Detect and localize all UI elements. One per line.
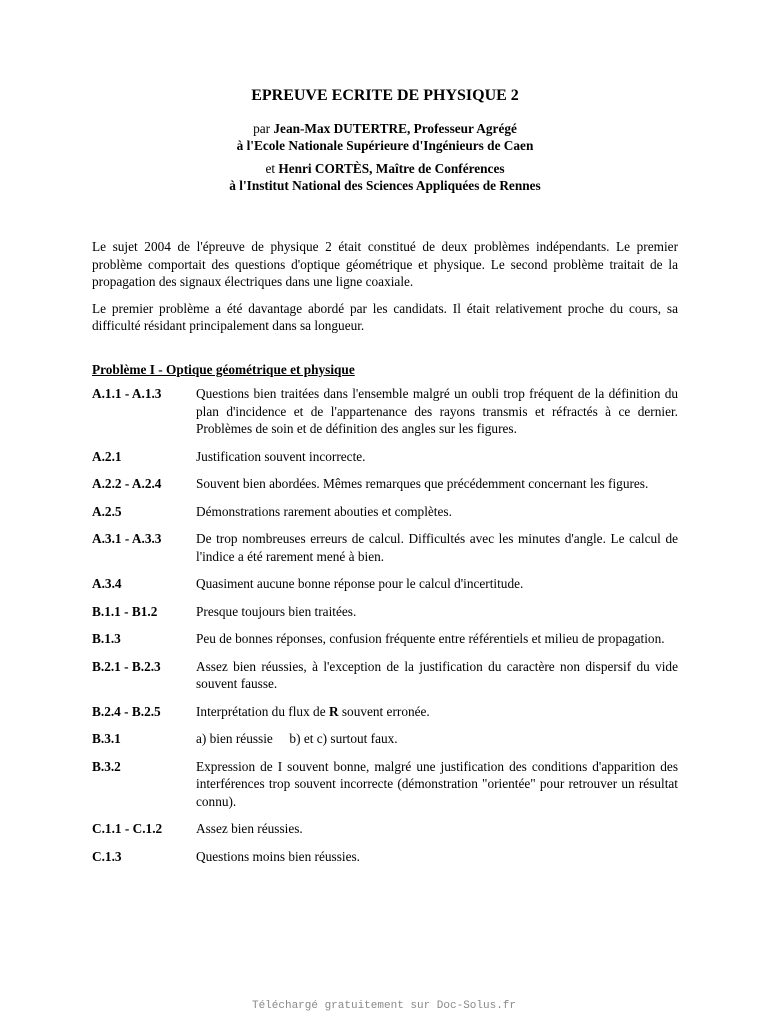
question-comment: a) bien réussie b) et c) surtout faux. xyxy=(196,731,398,746)
question-label: A.3.1 - A.3.3 xyxy=(92,531,162,546)
author-1-prefix: par xyxy=(253,121,274,136)
document-page xyxy=(92,86,678,875)
author-2-affiliation: à l'Institut National des Sciences Appliquées de Rennes xyxy=(229,178,541,193)
section-title: Problème I - Optique géométrique et physique xyxy=(92,361,355,377)
question-label: B.3.2 xyxy=(92,758,121,774)
question-label: B.3.1 xyxy=(92,731,121,746)
author-1-name: Jean-Max DUTERTRE, Professeur Agrégé xyxy=(273,121,517,136)
question-comment: Justification souvent incorrecte. xyxy=(196,448,366,464)
question-row xyxy=(92,630,678,648)
question-row xyxy=(92,730,678,748)
question-row xyxy=(92,385,678,438)
question-comment: Expression de I souvent bonne, malgré une justification des conditions d'apparition des interférences trop souvent incorrecte (démonstration "orientée" pour retrouver un résultat connu). xyxy=(196,758,678,809)
question-comment: Interprétation du flux de R souvent erronée. xyxy=(196,703,430,719)
question-label: B.1.3 xyxy=(92,631,121,646)
question-list xyxy=(92,385,678,865)
page-title: EPREUVE ECRITE DE PHYSIQUE 2 xyxy=(251,87,519,104)
question-comment: Questions moins bien réussies. xyxy=(196,848,360,864)
question-row xyxy=(92,475,678,493)
question-label: B.1.1 - B1.2 xyxy=(92,603,158,619)
author-1-affiliation: à l'Ecole Nationale Supérieure d'Ingénieurs de Caen xyxy=(236,138,534,153)
author-2-name: Henri CORTÈS, Maître de Conférences xyxy=(278,161,505,176)
question-label: C.1.1 - C.1.2 xyxy=(92,821,163,836)
question-comment: Assez bien réussies. xyxy=(196,821,303,836)
question-row xyxy=(92,820,678,838)
question-label: A.3.4 xyxy=(92,576,122,591)
question-comment: Souvent bien abordées. Mêmes remarques que précédemment concernant les figures. xyxy=(196,476,649,491)
intro-paragraph: Le premier problème a été davantage abordé par les candidats. Il était relativement proche du cours, sa difficulté résidant principalement dans sa longueur. xyxy=(92,300,678,333)
question-row xyxy=(92,448,678,466)
question-row xyxy=(92,603,678,621)
author-1-line xyxy=(92,120,678,137)
vector-r: R xyxy=(328,703,339,719)
intro-paragraph: Le sujet 2004 de l'épreuve de physique 2 était constitué de deux problèmes indépendants. Le premier problème comportait des questions d'optique géométrique et physique. Le second problème traitait de la propagation des signaux électriques dans une ligne coaxiale. xyxy=(92,239,678,289)
author-1 xyxy=(92,120,678,154)
question-label: A.2.5 xyxy=(92,503,122,519)
question-row xyxy=(92,848,678,866)
question-label: B.2.4 - B.2.5 xyxy=(92,703,161,719)
question-comment: Démonstrations rarement abouties et complètes. xyxy=(196,503,452,519)
author-2-prefix: et xyxy=(265,161,279,176)
question-row xyxy=(92,758,678,811)
question-label: A.1.1 - A.1.3 xyxy=(92,386,162,401)
question-row xyxy=(92,503,678,521)
question-comment: De trop nombreuses erreurs de calcul. Difficultés avec les minutes d'angle. Le calcul de l'indice a été rarement mené à bien. xyxy=(196,531,678,564)
question-row xyxy=(92,658,678,693)
question-label: A.2.1 xyxy=(92,448,122,464)
question-label: A.2.2 - A.2.4 xyxy=(92,476,162,491)
footer-watermark: Téléchargé gratuitement sur Doc-Solus.fr xyxy=(251,1000,517,1012)
question-row xyxy=(92,575,678,593)
author-2-line xyxy=(92,160,678,177)
question-row xyxy=(92,530,678,565)
question-row xyxy=(92,703,678,721)
question-label: B.2.1 - B.2.3 xyxy=(92,658,161,674)
author-2 xyxy=(92,160,678,194)
intro-section xyxy=(92,238,678,335)
question-comment: Presque toujours bien traitées. xyxy=(196,603,357,619)
question-comment: Quasiment aucune bonne réponse pour le calcul d'incertitude. xyxy=(196,576,524,591)
question-label: C.1.3 xyxy=(92,848,122,864)
question-comment: Assez bien réussies, à l'exception de la justification du caractère non dispersif du vide souvent fausse. xyxy=(196,658,678,691)
question-comment: Peu de bonnes réponses, confusion fréquente entre référentiels et milieu de propagation. xyxy=(196,631,665,646)
question-comment: Questions bien traitées dans l'ensemble malgré un oubli trop fréquent de la définition du plan d'incidence et de l'appartenance des rayons transmis et réfractés à ce dernier. Problèmes de soin et de définition des angles sur les figures. xyxy=(196,386,678,436)
